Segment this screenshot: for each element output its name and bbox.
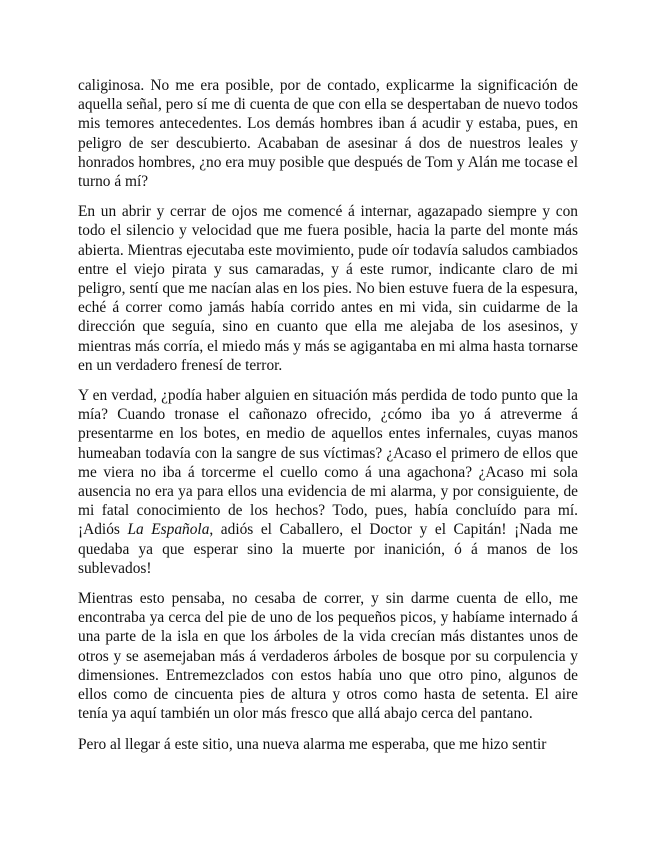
paragraph-2: En un abrir y cerrar de ojos me comencé á internar, agazapado siempre y con todo el silencio y velocidad que me fuera posible, hacia la parte del monte más abierta. Mientras ejecutaba este movimiento, pude oír todavía saludos cambiados entre el viejo pirata y sus camaradas, y á este rumor, indicante claro de mi peligro, sentí que me nacían alas en los pies. No bien estuve fuera de la espesura, eché á correr como jamás había corrido antes en mi vida, sin cuidarme de la dirección que seguía, sino en cuanto que ella me alejaba de los asesinos, y mientras más corría, el miedo más y más se agigantaba en mi alma hasta tornarse en un verdadero frenesí de terror. [78,203,578,374]
paragraph-3-text-after: , adiós el Caballero, el Doctor y el Capitán! ¡Nada me quedaba ya que esperar sino la muerte por inanición, ó á manos de los sublevados! [78,521,579,577]
paragraph-3-text-before: Y en verdad, ¿podía haber alguien en situación más perdida de todo punto que la mía? Cuando tronase el cañonazo ofrecido, ¿cómo iba yo á atreverme á presentarme en los botes, en medio de aquellos entes infernales, cuyas manos humeaban todavía con la sangre de sus víctimas? ¿Acaso el primero de ellos que me viera no iba á torcerme el cuello como á una agachona? ¿Acaso mi sola ausencia no era ya para ellos una evidencia de mi alarma, y por consiguiente, de mi fatal conocimiento de los hechos? Todo, pues, había concluído para mí. ¡Adiós [78,387,578,539]
paragraph-3 [78,386,578,578]
paragraph-4: Mientras esto pensaba, no cesaba de correr, y sin darme cuenta de ello, me encontraba ya cerca del pie de uno de los pequeños picos, y habíame internado á una parte de la isla en que los árboles de la vida crecían más distantes unos de otros y se asemejaban más á verdaderos árboles de bosque por su corpulencia y dimensiones. Entremezclados con estos había uno que otro pino, algunos de ellos como de cincuenta pies de altura y otros como hasta de setenta. El aire tenía ya aquí también un olor más fresco que allá abajo cerca del pantano. [78,590,578,723]
paragraph-5: Pero al llegar á este sitio, una nueva alarma me esperaba, que me hizo sentir [78,735,547,753]
ship-name-italic: La Española [127,521,210,539]
paragraph-1: caliginosa. No me era posible, por de contado, explicarme la significación de aquella señal, pero sí me di cuenta de que con ella se despertaban de nuevo todos mis temores antecedentes. Los demás hombres iban á acudir y estaba, pues, en peligro de ser descubierto. Acababan de asesinar á dos de nuestros leales y honrados hombres, ¿no era muy posible que después de Tom y Alán me tocase el turno á mí? [78,77,578,191]
book-page [78,76,578,754]
